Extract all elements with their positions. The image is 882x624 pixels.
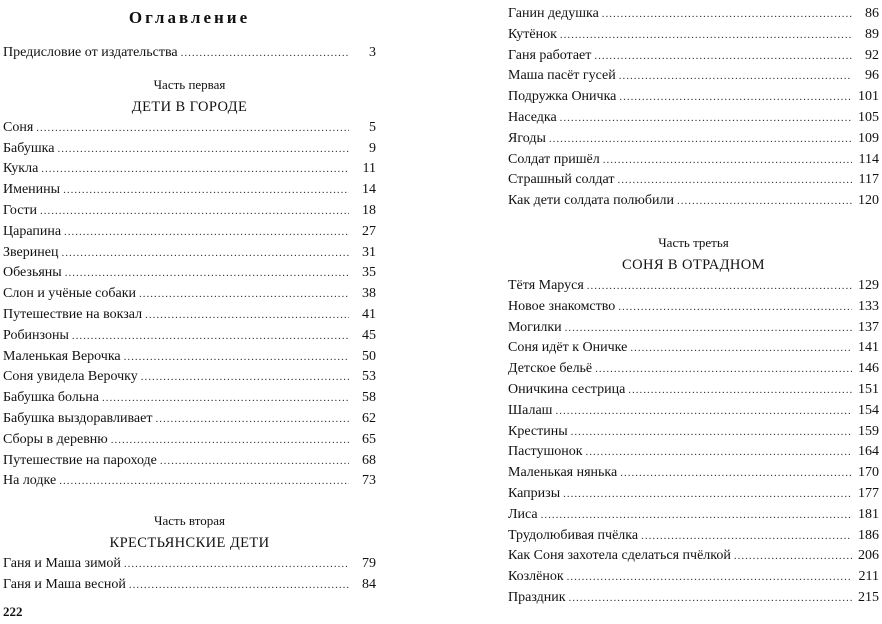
toc-entry — [3, 305, 376, 326]
entry-page: 133 — [858, 298, 879, 314]
toc-entry — [508, 505, 879, 526]
dot-leader — [64, 222, 349, 243]
entry-title: Наседка — [508, 109, 557, 125]
entry-page: 62 — [362, 410, 376, 426]
toc-entry — [3, 201, 376, 222]
toc-entry — [508, 338, 879, 359]
dot-leader — [569, 588, 852, 609]
part3-label: Часть третья — [658, 234, 729, 250]
entry-title: Крестины — [508, 423, 568, 439]
toc-entry — [3, 222, 376, 243]
dot-leader — [63, 180, 349, 201]
entry-page: 18 — [362, 202, 376, 218]
toc-entry — [508, 46, 879, 67]
entry-title: Маленькая нянька — [508, 465, 618, 481]
dot-leader — [560, 108, 852, 129]
toc-entry — [3, 409, 376, 430]
entry-title: Обезьяны — [3, 265, 62, 281]
entry-title: Подружка Оничка — [508, 89, 617, 105]
dot-leader — [587, 276, 852, 297]
entry-title: Страшный солдат — [508, 172, 615, 188]
dot-leader — [641, 526, 852, 547]
toc-entry — [3, 159, 376, 180]
toc-entry — [508, 170, 879, 191]
entry-title: Робинзоны — [3, 327, 69, 343]
entry-page: 89 — [865, 26, 879, 42]
entry-page: 41 — [362, 306, 376, 322]
part1-label: Часть первая — [153, 76, 226, 92]
toc-entry — [508, 546, 879, 567]
dot-leader — [141, 367, 349, 388]
toc-entry — [3, 326, 376, 347]
dot-leader — [57, 139, 349, 160]
toc-entry — [3, 471, 376, 492]
dot-leader — [563, 484, 852, 505]
part2-title: КРЕСТЬЯНСКИЕ ДЕТИ — [109, 535, 270, 552]
dot-leader — [603, 150, 852, 171]
dot-leader — [555, 401, 852, 422]
entry-title: Детское бельё — [508, 361, 593, 377]
toc-entry — [3, 180, 376, 201]
toc-entry — [508, 422, 879, 443]
dot-leader — [541, 505, 852, 526]
toc-entry — [508, 359, 879, 380]
dot-leader — [677, 191, 852, 212]
dot-leader — [124, 347, 349, 368]
entry-title: Пастушонок — [508, 444, 583, 460]
entry-page: 215 — [858, 589, 879, 605]
toc-entry — [508, 380, 879, 401]
dot-leader — [139, 284, 349, 305]
entry-title: Гости — [3, 202, 38, 218]
entry-title: Маша пасёт гусей — [508, 68, 616, 84]
dot-leader — [565, 318, 852, 339]
entry-page: 96 — [865, 68, 879, 84]
dot-leader — [586, 442, 852, 463]
toc-entry — [508, 150, 879, 171]
toc-entry — [508, 66, 879, 87]
entry-title: Путешествие на вокзал — [3, 306, 143, 322]
dot-leader — [560, 25, 852, 46]
toc-entry — [508, 588, 879, 609]
toc-entry — [3, 388, 376, 409]
entry-title: Лиса — [508, 506, 538, 522]
entry-page: 146 — [858, 361, 879, 377]
entry-page: 50 — [362, 348, 376, 364]
dot-leader — [628, 380, 852, 401]
entry-page: 92 — [865, 47, 879, 63]
part3-entries — [508, 276, 879, 609]
toc-entry — [3, 284, 376, 305]
entry-page: 79 — [362, 556, 376, 572]
part2-label: Часть вторая — [154, 513, 225, 529]
part3-title: СОНЯ В ОТРАДНОМ — [622, 256, 765, 273]
entry-title: Трудолюбивая пчёлка — [508, 527, 639, 543]
dot-leader — [65, 263, 349, 284]
entry-page: 211 — [858, 569, 879, 585]
entry-title: Ягоды — [508, 130, 546, 146]
entry-title: Путешествие на пароходе — [3, 452, 157, 468]
page-number: 222 — [3, 604, 23, 619]
toc-entry — [508, 87, 879, 108]
toc-entry — [508, 4, 879, 25]
dot-leader — [155, 409, 349, 430]
entry-page: 170 — [858, 465, 879, 481]
dot-leader — [111, 430, 349, 451]
entry-title: Царапина — [3, 223, 62, 239]
entry-title: Кутёнок — [508, 26, 557, 42]
entry-page: 101 — [858, 89, 879, 105]
dot-leader — [40, 201, 349, 222]
entry-page: 27 — [362, 223, 376, 239]
entry-title: Ганя и Маша зимой — [3, 556, 121, 572]
toc-entry — [3, 139, 376, 160]
entry-page: 164 — [858, 444, 879, 460]
dot-leader — [619, 66, 852, 87]
entry-title: Маленькая Верочка — [3, 348, 121, 364]
toc-entry — [508, 318, 879, 339]
dot-leader — [602, 4, 852, 25]
entry-page: 206 — [858, 548, 879, 564]
toc-entry — [3, 451, 376, 472]
toc-entry — [508, 526, 879, 547]
dot-leader — [61, 243, 349, 264]
toc-entry — [508, 276, 879, 297]
entry-title: Ганя и Маша весной — [3, 576, 126, 592]
entry-title: Как Соня захотела сделаться пчёлкой — [508, 548, 731, 564]
entry-title: Бабушка — [3, 140, 55, 156]
dot-leader — [72, 326, 349, 347]
entry-title: Бабушка больна — [3, 390, 99, 406]
part1-title: ДЕТИ В ГОРОДЕ — [131, 98, 248, 115]
toc-right-column — [508, 0, 879, 609]
entry-page: 120 — [858, 193, 879, 209]
toc-title: Оглавление — [128, 8, 251, 27]
entry-page: 86 — [865, 6, 879, 21]
entry-page: 105 — [858, 109, 879, 125]
toc-entry — [508, 567, 879, 588]
entry-page: 9 — [369, 140, 376, 156]
dot-leader — [618, 297, 852, 318]
entry-page: 141 — [858, 340, 879, 356]
entry-page: 11 — [362, 161, 376, 177]
toc-entry — [508, 463, 879, 484]
entry-page: 58 — [362, 390, 376, 406]
entry-page: 65 — [362, 431, 376, 447]
toc-entry — [508, 297, 879, 318]
toc-entry — [508, 108, 879, 129]
entry-title: Зверинец — [3, 244, 59, 260]
entry-title: Ганя работает — [508, 47, 592, 63]
entry-title: Сборы в деревню — [3, 431, 108, 447]
entry-page: 14 — [362, 182, 376, 198]
entry-title: Шалаш — [508, 402, 553, 418]
toc-entry — [508, 442, 879, 463]
dot-leader — [734, 546, 852, 567]
part2-entries-right — [508, 4, 879, 212]
part2-entries-left — [3, 554, 376, 596]
dot-leader — [617, 170, 852, 191]
entry-page: 177 — [858, 485, 879, 501]
entry-title: Ганин дедушка — [508, 6, 599, 21]
dot-leader — [124, 554, 349, 575]
entry-page: 109 — [858, 130, 879, 146]
entry-title: Праздник — [508, 589, 566, 605]
toc-entry — [3, 367, 376, 388]
dot-leader — [630, 338, 852, 359]
toc-entry — [3, 430, 376, 451]
toc-entry — [3, 263, 376, 284]
entry-title: Именины — [3, 182, 61, 198]
entry-title: Бабушка выздоравливает — [3, 410, 153, 426]
entry-title: Тётя Маруся — [508, 277, 584, 293]
dot-leader — [594, 46, 852, 67]
toc-entry — [3, 575, 376, 596]
dot-leader — [36, 118, 349, 139]
entry-page: 154 — [858, 402, 879, 418]
entry-page: 84 — [362, 576, 376, 592]
toc-left-column — [3, 0, 376, 596]
dot-leader — [595, 359, 852, 380]
dot-leader — [145, 305, 349, 326]
toc-entry — [3, 243, 376, 264]
toc-entry — [508, 25, 879, 46]
dot-leader — [181, 43, 349, 64]
entry-page: 73 — [362, 473, 376, 489]
entry-page: 137 — [858, 319, 879, 335]
entry-title: Солдат пришёл — [508, 151, 600, 167]
entry-page: 38 — [362, 286, 376, 302]
dot-leader — [59, 471, 349, 492]
entry-title: Соня идёт к Оничке — [508, 340, 628, 356]
dot-leader — [160, 451, 349, 472]
dot-leader — [41, 159, 349, 180]
entry-title: На лодке — [3, 473, 57, 489]
preface-entry — [3, 43, 376, 64]
toc-entry — [508, 129, 879, 150]
entry-page: 117 — [858, 172, 879, 188]
entry-title: Новое знакомство — [508, 298, 616, 314]
entry-title: Кукла — [3, 161, 39, 177]
entry-page: 53 — [362, 369, 376, 385]
entry-page: 159 — [858, 423, 879, 439]
dot-leader — [129, 575, 349, 596]
entry-page: 3 — [369, 45, 376, 60]
dot-leader — [102, 388, 349, 409]
dot-leader — [549, 129, 852, 150]
toc-entry — [508, 484, 879, 505]
dot-leader — [619, 87, 852, 108]
entry-page: 114 — [858, 151, 879, 167]
entry-page: 181 — [858, 506, 879, 522]
entry-page: 5 — [369, 119, 376, 135]
dot-leader — [567, 567, 852, 588]
entry-page: 186 — [858, 527, 879, 543]
entry-page: 31 — [362, 244, 376, 260]
toc-entry — [508, 401, 879, 422]
entry-title: Слон и учёные собаки — [3, 286, 137, 302]
entry-page: 151 — [858, 381, 879, 397]
toc-entry — [3, 118, 376, 139]
entry-title: Соня — [3, 119, 34, 135]
entry-title: Предисловие от издательства — [3, 45, 178, 60]
toc-entry — [3, 347, 376, 368]
entry-title: Капризы — [508, 485, 561, 501]
dot-leader — [571, 422, 852, 443]
entry-page: 45 — [362, 327, 376, 343]
entry-title: Как дети солдата полюбили — [508, 193, 674, 209]
entry-title: Козлёнок — [508, 569, 564, 585]
entry-title: Соня увидела Верочку — [3, 369, 138, 385]
toc-entry — [3, 554, 376, 575]
entry-page: 129 — [858, 277, 879, 293]
entry-page: 35 — [362, 265, 376, 281]
dot-leader — [620, 463, 852, 484]
entry-title: Оничкина сестрица — [508, 381, 626, 397]
entry-page: 68 — [362, 452, 376, 468]
entry-title: Могилки — [508, 319, 562, 335]
part1-entries — [3, 118, 376, 492]
toc-entry — [508, 191, 879, 212]
